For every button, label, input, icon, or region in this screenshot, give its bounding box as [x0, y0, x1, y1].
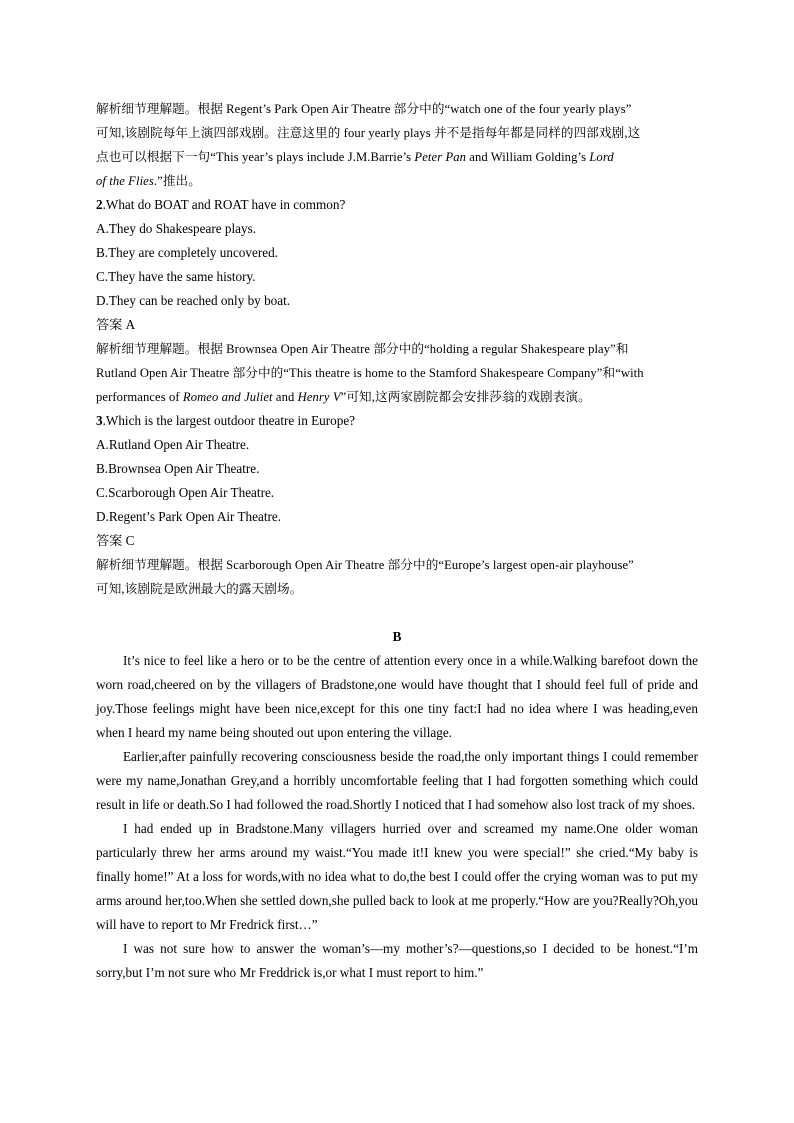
analysis-q1-line-1: 解析细节理解题。根据 Regent’s Park Open Air Theatre 部分中的“watch one of the four yearly plays”: [96, 102, 632, 116]
book-title-of-the-flies: of the Flies: [96, 174, 154, 188]
option-b: B.Brownsea Open Air Theatre.: [96, 461, 260, 476]
answer: 答案 A: [96, 317, 136, 332]
analysis-q2-line-2: Rutland Open Air Theatre 部分中的“This theatre is home to the Stamford Shakespeare Company”和“with: [96, 366, 644, 380]
book-title-peter-pan: Peter Pan: [414, 150, 467, 164]
passage-paragraph-1: It’s nice to feel like a hero or to be the centre of attention every once in a while.Walking barefoot down the worn road,cheered on by the villagers of Bradstone,one would have thought that I should feel full of pride and joy.Those feelings might have been nice,except for this one tiny fact:I had no idea where I was heading,even when I heard my name being shouted out upon entering the village.: [96, 653, 698, 740]
option-c: C.Scarborough Open Air Theatre.: [96, 485, 275, 500]
book-title-lord: Lord: [589, 150, 614, 164]
question-number: 3: [96, 413, 103, 428]
option-b: B.They are completely uncovered.: [96, 245, 278, 260]
question-3-stem: [96, 409, 698, 433]
option-a: A.Rutland Open Air Theatre.: [96, 437, 250, 452]
question-3: [96, 409, 698, 601]
analysis-q2-line-1: 解析细节理解题。根据 Brownsea Open Air Theatre 部分中的“holding a regular Shakespeare play”和: [96, 342, 629, 356]
question-2: [96, 193, 698, 409]
option-d: D.They can be reached only by boat.: [96, 293, 291, 308]
analysis-q3-line-2: 可知,该剧院是欧洲最大的露天剧场。: [96, 582, 303, 596]
analysis-q1-text: and William Golding’s: [466, 150, 590, 164]
question-text: .What do BOAT and ROAT have in common?: [102, 197, 346, 212]
passage-paragraph-3: I had ended up in Bradstone.Many villagers hurried over and screamed my name.One older woman particularly threw her arms around my waist.“You made it!I knew you were special!” she cried.“My baby is finally home!” At a loss for words,with no idea what to do,the best I could offer the crying woman was to put my arms around her,too.When she settled down,she pulled back to look at me properly.“How are you?Really?Oh,you will have to report to Mr Fredrick first…”: [96, 821, 698, 932]
analysis-q2-text: performances of: [96, 390, 183, 404]
passage-paragraph-4: I was not sure how to answer the woman’s—my mother’s?—questions,so I decided to be honest.“I’m sorry,but I’m not sure who Mr Freddrick is,or what I must report to him.”: [96, 941, 698, 980]
passage-paragraph-2: Earlier,after painfully recovering consciousness beside the road,the only important things I could remember were my name,Jonathan Grey,and a horribly uncomfortable feeling that I had forgotten something which could result in life or death.So I had followed the road.Shortly I noticed that I had somehow also lost track of my shoes.: [96, 749, 698, 812]
question-text: .Which is the largest outdoor theatre in Europe?: [102, 413, 356, 428]
analysis-q1-line-4: [96, 169, 698, 193]
analysis-q1-line-2: 可知,该剧院每年上演四部戏剧。注意这里的 four yearly plays 并不是指每年都是同样的四部戏剧,这: [96, 126, 641, 140]
play-title-henry-v: Henry V: [297, 390, 341, 404]
analysis-q1-text: .”推出。: [153, 174, 201, 188]
analysis-q1: [96, 97, 698, 193]
analysis-q1-line-3: [96, 145, 698, 169]
analysis-q2-text: ”可知,这两家剧院都会安排莎翁的戏剧表演。: [340, 390, 591, 404]
analysis-q1-text: 点也可以根据下一句“This year’s plays include J.M.Barrie’s: [96, 150, 415, 164]
answer: 答案 C: [96, 533, 135, 548]
option-d: D.Regent’s Park Open Air Theatre.: [96, 509, 282, 524]
option-c: C.They have the same history.: [96, 269, 256, 284]
analysis-q2-text: and: [272, 390, 298, 404]
question-2-stem: [96, 193, 698, 217]
analysis-q2-line-3: [96, 385, 698, 409]
question-number: 2: [96, 197, 103, 212]
analysis-q3-line-1: 解析细节理解题。根据 Scarborough Open Air Theatre 部分中的“Europe’s largest open-air playhouse”: [96, 558, 634, 572]
option-a: A.They do Shakespeare plays.: [96, 221, 257, 236]
section-b: [96, 625, 698, 985]
document-page: [96, 97, 698, 985]
play-title-romeo-and-juliet: Romeo and Juliet: [182, 390, 273, 404]
section-title: B: [392, 629, 402, 644]
